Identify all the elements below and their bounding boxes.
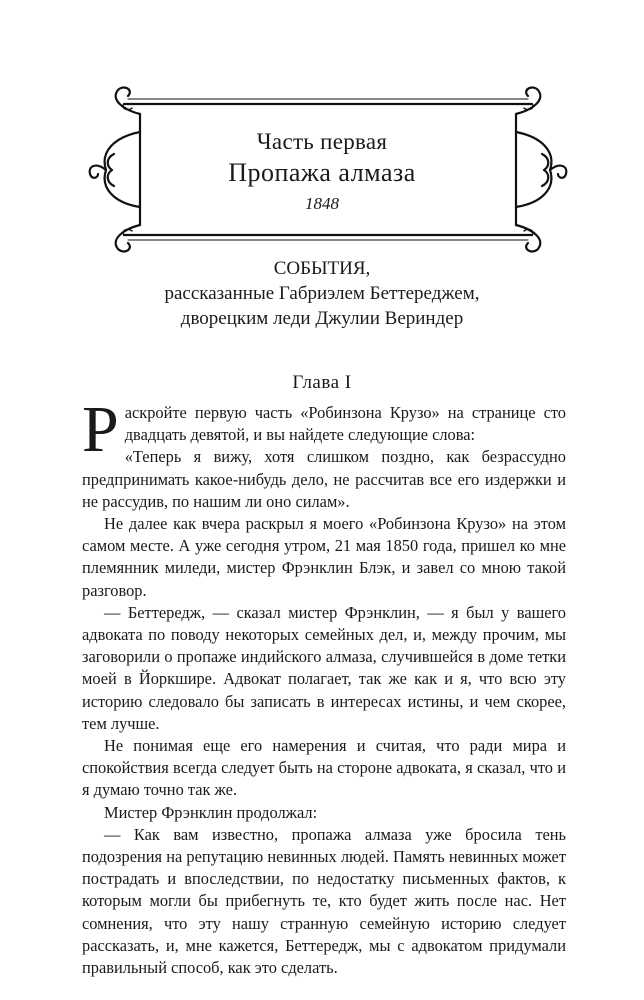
paragraph-7: — Как вам известно, пропажа алмаза уже бросила тень подозрения на репутацию невинных людей. Память невинных может пострадать и впоследствии, по недостатку письменных фактов, к которым могли бы прибегнуть те, кто будет жить после нас. Нет сомнения, что эту нашу странную семейную историю следует рассказать, и, мне кажется, Беттередж, мы с адвокатом придумали правильный способ, как это сделать. (82, 824, 566, 978)
body-text (82, 393, 566, 979)
subtitle-line-2: рассказанные Габриэлем Беттереджем, (164, 283, 480, 304)
chapter-title: Глава I (292, 372, 352, 393)
paragraph-4: — Беттередж, — сказал мистер Фрэнклин, — я был у вашего адвоката по поводу некоторых семейных дел, и, между прочим, мы заговорили о пропаже индийского алмаза, случившейся в доме тетки моей в Йоркшире. Адвокат полагает, так же как и я, что всю эту историю следовало бы записать в интересах истины, и чем скорее, тем лучше. (82, 602, 566, 733)
year: 1848 (305, 194, 339, 213)
paragraph-6: Мистер Фрэнклин продолжал: (104, 802, 318, 822)
book-title: Пропажа алмаза (228, 158, 416, 187)
subtitle-line-1: СОБЫТИЯ, (273, 258, 371, 279)
subtitle-line-3: дворецким леди Джулии Вериндер (180, 308, 464, 329)
part-label: Часть первая (256, 129, 388, 154)
paragraph-3: Не далее как вчера раскрыл я моего «Робинзона Крузо» на этом самом месте. А уже сегодня утром, 21 мая 1850 года, пришел ко мне племянник миледи, мистер Фрэнклин Блэк, и завел со мною такой разговор. (82, 514, 566, 600)
paragraph-1 (82, 393, 566, 466)
paragraph-5: Не понимая еще его намерения и считая, что ради мира и спокойствия всегда следует быть на стороне адвоката, я сказал, что и я думаю точно так же. (82, 736, 566, 800)
drop-cap: Р (82, 393, 119, 466)
subtitle (90, 256, 554, 331)
paragraph-2: «Теперь я вижу, хотя слишком поздно, как безрассудно предпринимать какое-нибудь дело, не рассчитав все его издержки и не рассудив, по нашим ли оно силам». (82, 447, 566, 511)
part-heading (140, 128, 504, 214)
paragraph-1-text: аскройте первую часть «Робинзона Крузо» на странице сто двадцать девятой, и вы найдете следующие слова: (124, 403, 566, 445)
